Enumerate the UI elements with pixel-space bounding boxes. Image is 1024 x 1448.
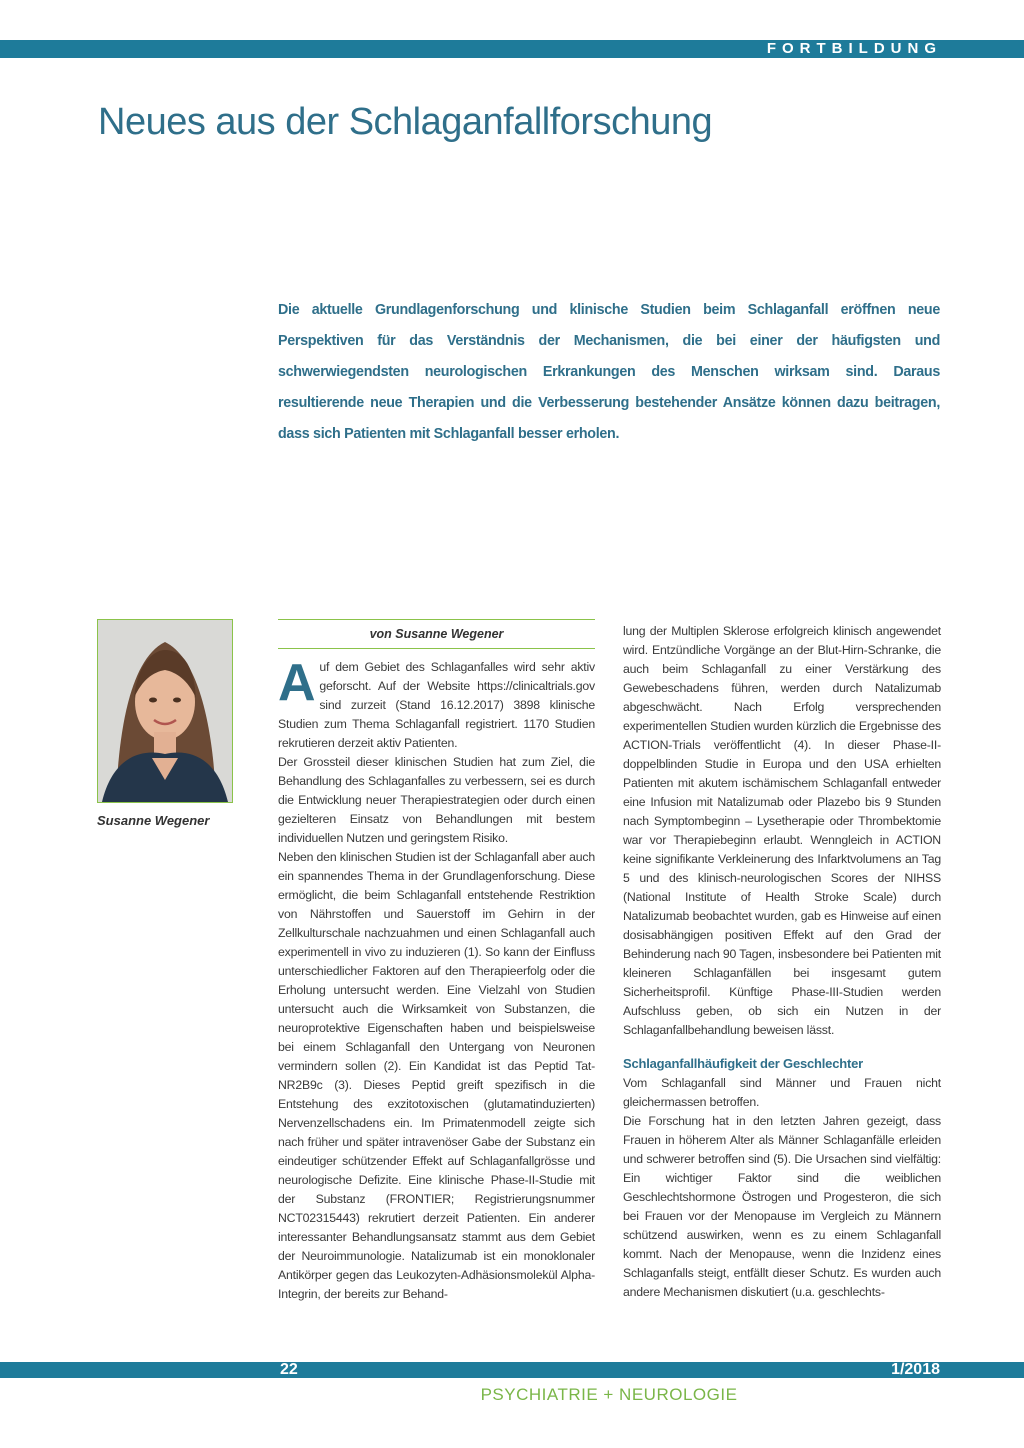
byline-rule-bottom bbox=[278, 648, 595, 649]
section-label: FORTBILDUNG bbox=[766, 40, 942, 57]
byline: von Susanne Wegener bbox=[369, 627, 504, 641]
portrait-caption: Susanne Wegener bbox=[97, 813, 210, 828]
body-paragraph: Auf dem Gebiet des Schlaganfalles wird sehr aktiv geforscht. Auf der Website https://clinicaltrials.gov sind zurzeit (Stand 16.12.2017) 3898 klinische Studien zum Thema Schlaganfall registriert. 1170 Studien rekrutieren derzeit aktiv Patienten. bbox=[278, 654, 595, 750]
body-paragraph: Die Forschung hat in den letzten Jahren gezeigt, dass Frauen in höherem Alter als Männer Schlaganfälle erleiden und schwerer betroffen sind (5). Die Ursachen sind vielfältig: Ein wichtiger Faktor sind die weiblichen Geschlechtshormone Östrogen und Progesteron, die sich bei Frauen vor der Menopause im Vergleich zu Männern schützend auswirken, wenn es zu einem Schlaganfall kommt. Nach der Menopause, wenn die Inzidenz eines Schlaganfalls steigt, entfällt dieser Schutz. Es wurden auch andere Mechanismen diskutiert (u.a. geschlechts- bbox=[623, 1114, 941, 1299]
body-paragraph: Vom Schlaganfall sind Männer und Frauen nicht gleichermassen betroffen. bbox=[623, 1076, 941, 1109]
page-number: 22 bbox=[280, 1361, 298, 1378]
body-paragraph: Der Grossteil dieser klinischen Studien hat zum Ziel, die Behandlung des Schlaganfalles zu verbessern, sei es durch die Entwicklung neuer Therapiestrategien oder durch einen gezielteren Einsatz von Behandlungen mit bestem individuellen Nutzen und geringstem Risiko. bbox=[278, 755, 595, 845]
article-title: Neues aus der Schlaganfallforschung bbox=[98, 101, 713, 143]
section-subheading: Schlaganfallhäufigkeit der Geschlechter bbox=[623, 1056, 863, 1071]
drop-cap: A bbox=[278, 654, 316, 712]
body-paragraph: Neben den klinischen Studien ist der Schlaganfall aber auch ein spannendes Thema in der Grundlagenforschung. Diese ermöglicht, die beim Schlaganfall entstehende Restriktion von Nährstoffen und Sauerstoff im Gehirn in der Zellkulturschale nachzuahmen und einen Schlaganfall auch experimentell in vivo zu induzieren (1). So kann der Einfluss unterschiedlicher Faktoren auf den Therapieerfolg oder die Erholung untersucht werden. Eine Vielzahl von Studien untersucht auch die Wirksamkeit von Substanzen, die neuroprotektive Eigenschaften haben und beispielsweise bei einem Schlaganfall den Untergang von Neuronen vermindern sollen (2). Ein Kandidat ist das Peptid Tat-NR2B9c (3). Dieses Peptid greift spezifisch in die Entstehung des exzitotoxischen (glutamatinduzierten) Nervenzellschadens ein. Im Primatenmodell zeigte sich nach früher und später intravenöser Gabe der Substanz ein eindeutiger schützender Effekt auf Schlaganfallgrösse und neurologische Defizite. Eine klinische Phase-II-Studie mit der Substanz (FRONTIER; Registrierungsnummer NCT02315443) rekrutiert derzeit Patienten. Ein anderer interessanter Behandlungsansatz stammt aus dem Gebiet der Neuroimmunologie. Natalizumab ist ein monoklonaler Antikörper gegen das Leukozyten-Adhäsionsmolekül Alpha-Integrin, der bereits zur Behand- bbox=[278, 850, 595, 1301]
byline-rule-top bbox=[278, 619, 595, 620]
footer-bar bbox=[0, 1362, 1024, 1378]
article-lead: Die aktuelle Grundlagenforschung und klinische Studien beim Schlaganfall eröffnen neue Perspektiven für das Verständnis der Mechanismen, die bei einer der häufigsten und schwerwiegendsten neurologischen Erkrankungen des Menschen wirksam sind. Daraus resultierende neue Therapien und die Verbesserung bestehender Ansätze können dazu beitragen, dass sich Patienten mit Schlaganfall besser erholen. bbox=[278, 302, 940, 442]
issue-number: 1/2018 bbox=[891, 1361, 940, 1378]
journal-name: PSYCHIATRIE + NEUROLOGIE bbox=[480, 1385, 738, 1404]
author-photo-illustration bbox=[98, 620, 232, 802]
author-portrait bbox=[97, 619, 233, 803]
body-column-left bbox=[278, 654, 595, 1304]
body-column-right bbox=[623, 622, 941, 1302]
body-paragraph: lung der Multiplen Sklerose erfolgreich klinisch angewendet wird. Entzündliche Vorgänge an der Blut-Hirn-Schranke, die auch beim Schlaganfall zu einer Verstärkung des Gewebeschadens führen, werden durch Natalizumab abgeschwächt. Nach Erfolg versprechenden experimentellen Studien wurden kürzlich die Ergebnisse des ACTION-Trials veröffentlicht (4). In dieser Phase-II-doppelblinden Studie in Europa und den USA erhielten Patienten mit akutem ischämischem Schlaganfall entweder eine Infusion mit Natalizumab oder Plazebo bis 9 Stunden nach Symptombeginn – Lysetherapie oder Thrombektomie war vor Therapiebeginn erlaubt. Wenngleich in ACTION keine signifikante Verkleinerung des Infarktvolumens an Tag 5 und des klinisch-neurologischen Scores der NIHSS (National Institute of Health Stroke Scale) durch Natalizumab beobachtet wurden, gab es Hinweise auf einen dosisabhängigen positiven Effekt auf den Grad der Behinderung nach 90 Tagen, insbesondere bei Patienten mit kleineren Schlaganfällen bei insgesamt gutem Sicherheitsprofil. Künftige Phase-III-Studien werden Aufschluss geben, ob sich ein Nutzen in der Schlaganfallbehandlung beweisen lässt. bbox=[623, 624, 941, 1037]
